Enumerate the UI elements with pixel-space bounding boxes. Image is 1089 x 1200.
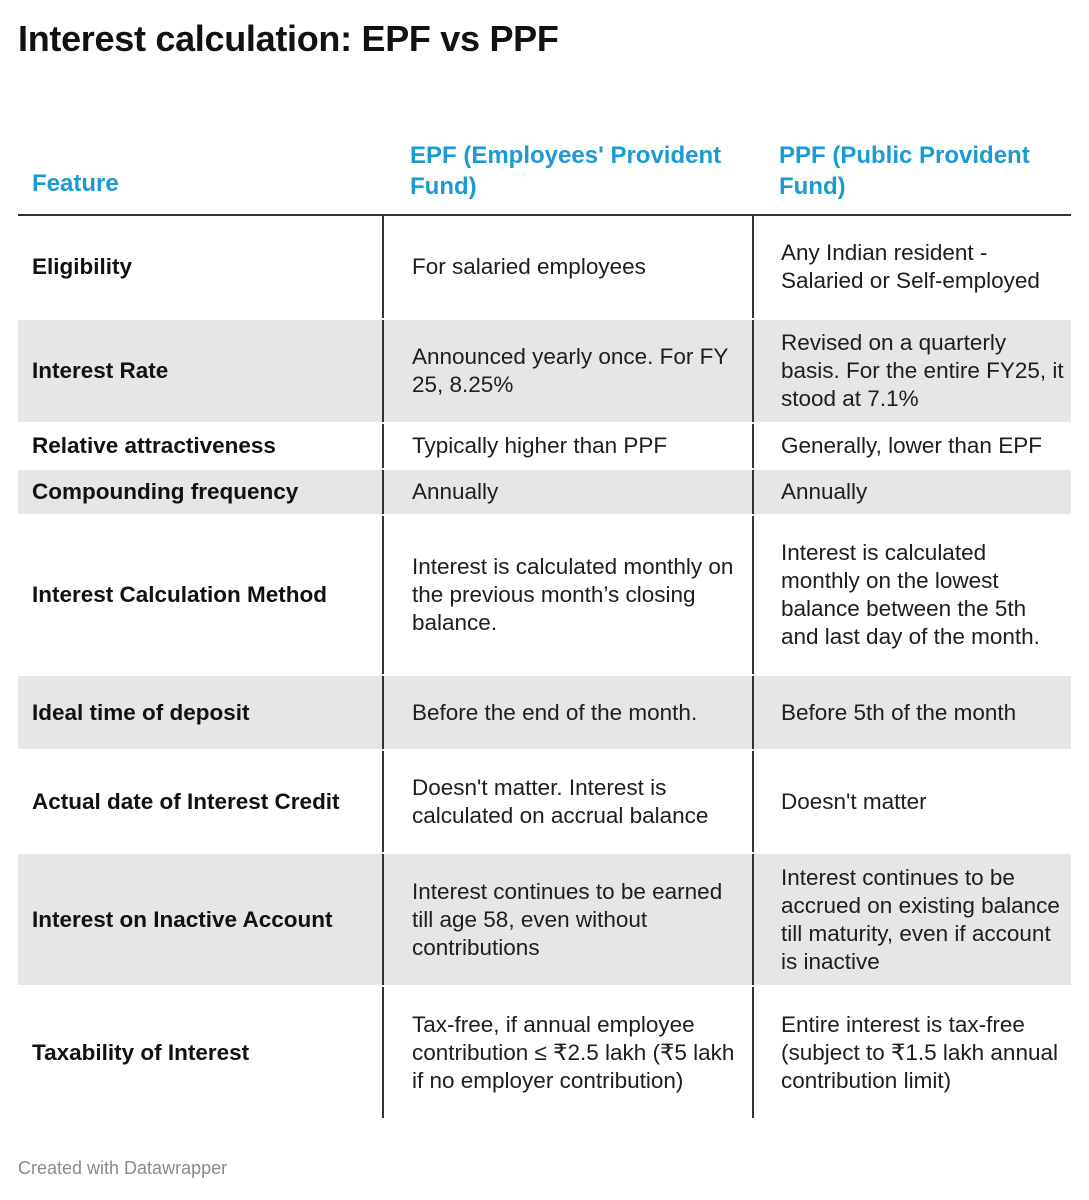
table-row	[18, 516, 1071, 676]
cell-ppf: Revised on a quarterly basis. For the entire FY25, it stood at 7.1%	[752, 320, 1071, 422]
cell-feature: Interest Calculation Method	[32, 582, 328, 607]
header-ppf: PPF (Public Provident Fund)	[779, 142, 1030, 200]
cell-epf: Before the end of the month.	[382, 676, 752, 749]
table-row	[18, 216, 1071, 320]
footer-credit: Created with Datawrapper	[18, 1158, 228, 1178]
header-feature: Feature	[32, 170, 119, 197]
table-row	[18, 424, 1071, 470]
cell-ppf: Interest is calculated monthly on the lowest balance between the 5th and last day of the month.	[752, 516, 1071, 674]
cell-feature: Eligibility	[32, 254, 133, 279]
header-epf: EPF (Employees' Provident Fund)	[410, 142, 722, 200]
cell-epf: Annually	[382, 470, 752, 514]
cell-ppf: Before 5th of the month	[752, 676, 1071, 749]
table-row	[18, 676, 1071, 751]
cell-ppf: Doesn't matter	[752, 751, 1071, 852]
cell-epf: Tax-free, if annual employee contribution ≤ ₹2.5 lakh (₹5 lakh if no employer contribution)	[382, 987, 752, 1118]
cell-epf: Typically higher than PPF	[382, 424, 752, 468]
cell-epf: Interest is calculated monthly on the previous month’s closing balance.	[382, 516, 752, 674]
table-row	[18, 854, 1071, 987]
table-row	[18, 987, 1071, 1120]
cell-feature: Actual date of Interest Credit	[32, 788, 340, 814]
cell-ppf: Any Indian resident - Salaried or Self-employed	[752, 216, 1071, 318]
cell-epf: For salaried employees	[382, 216, 752, 318]
table-row	[18, 470, 1071, 516]
cell-epf: Announced yearly once. For FY 25, 8.25%	[382, 320, 752, 422]
cell-ppf: Entire interest is tax-free (subject to ₹1.5 lakh annual contribution limit)	[752, 987, 1071, 1118]
comparison-table	[18, 138, 1071, 1120]
cell-ppf: Annually	[752, 470, 1071, 514]
table-row	[18, 320, 1071, 424]
cell-feature: Relative attractiveness	[32, 433, 276, 458]
cell-epf: Doesn't matter. Interest is calculated on accrual balance	[382, 751, 752, 852]
cell-ppf: Generally, lower than EPF	[752, 424, 1071, 468]
table-body	[18, 216, 1071, 1120]
page-title: Interest calculation: EPF vs PPF	[18, 18, 559, 59]
cell-feature: Compounding frequency	[32, 479, 299, 504]
cell-epf: Interest continues to be earned till age 58, even without contributions	[382, 854, 752, 985]
cell-feature: Ideal time of deposit	[32, 699, 250, 725]
table-header	[18, 138, 1071, 216]
cell-feature: Taxability of Interest	[32, 1039, 250, 1065]
cell-feature: Interest Rate	[32, 358, 169, 383]
cell-ppf: Interest continues to be accrued on existing balance till maturity, even if account is inactive	[752, 854, 1071, 985]
cell-feature: Interest on Inactive Account	[32, 906, 333, 932]
table-row	[18, 751, 1071, 854]
